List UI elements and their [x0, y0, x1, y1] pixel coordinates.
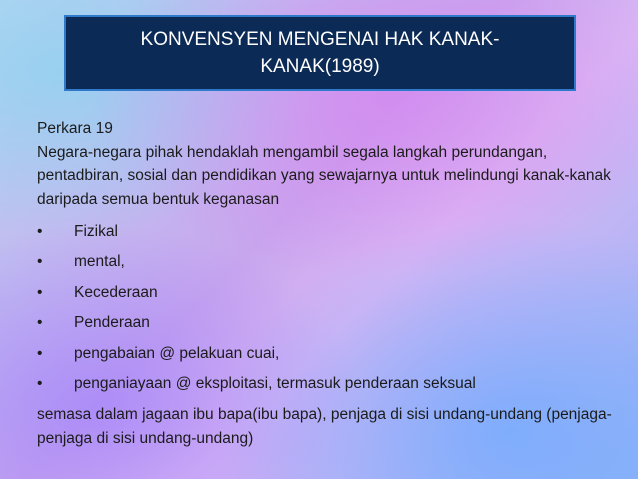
bullet-item: [37, 308, 617, 339]
article-heading: Perkara 19: [37, 120, 113, 137]
bullet-symbol: •: [37, 344, 43, 362]
bullet-symbol: •: [37, 253, 43, 270]
bullet-text: Penderaan: [74, 314, 150, 331]
bullet-symbol: •: [37, 314, 43, 331]
bullet-item: [37, 338, 617, 369]
slide-title-line-2: KANAK(1989): [260, 56, 380, 77]
bullet-text: Fizikal: [74, 222, 118, 240]
slide-title-line-1: KONVENSYEN MENGENAI HAK KANAK-: [140, 29, 500, 50]
slide-title: [110, 26, 530, 80]
bullet-symbol: •: [37, 283, 43, 301]
bullet-item: [37, 247, 617, 278]
bullet-item: [37, 369, 617, 400]
bullet-text: mental,: [74, 253, 125, 270]
slide-content: [37, 117, 617, 450]
bullet-item: [37, 216, 617, 247]
bullet-item: [37, 277, 617, 308]
bullet-text: Kecederaan: [74, 283, 158, 301]
bullet-text: penganiayaan @ eksploitasi, termasuk penderaan seksual: [74, 375, 476, 392]
intro-paragraph: Negara-negara pihak hendaklah mengambil segala langkah perundangan, pentadbiran, sosial dan pendidikan yang sewajarnya untuk melindungi kanak-kanak daripada semua bentuk keganasan: [37, 143, 611, 208]
bullet-symbol: •: [37, 222, 43, 240]
title-box: [64, 15, 576, 91]
bullet-list: [37, 216, 617, 399]
bullet-text: pengabaian @ pelakuan cuai,: [74, 344, 280, 362]
closing-paragraph: semasa dalam jagaan ibu bapa(ibu bapa), penjaga di sisi undang-undang (penjaga-penjaga di sisi undang-undang): [37, 406, 612, 447]
bullet-symbol: •: [37, 375, 43, 392]
